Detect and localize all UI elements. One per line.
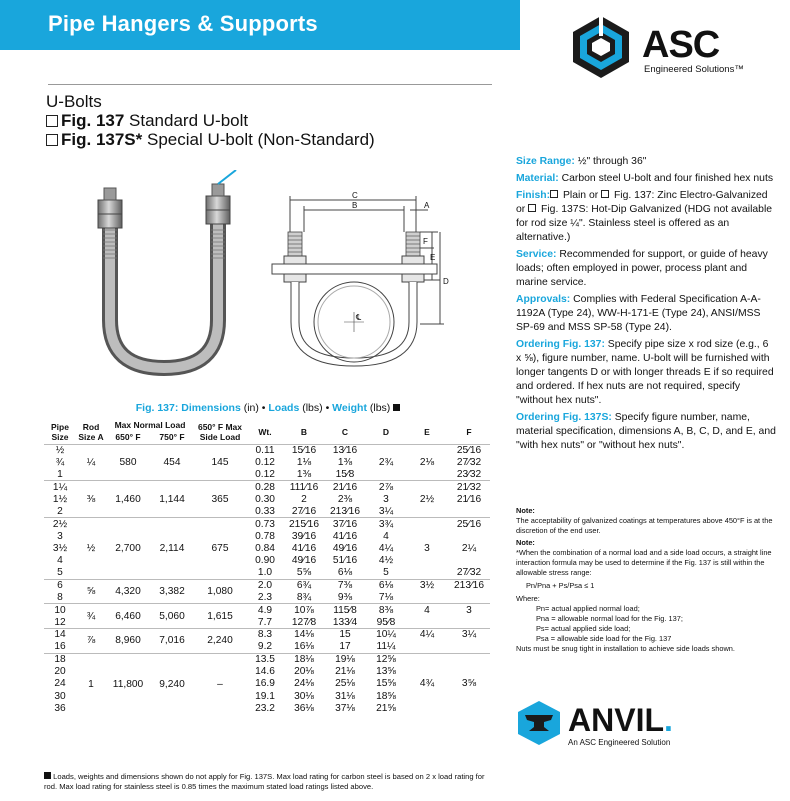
finish-plain-checkbox[interactable] [550, 190, 558, 198]
cell-c: 25⅛ [335, 678, 355, 690]
cell-c: 9⅜ [337, 591, 353, 603]
cell-pipe-size: ¾ [55, 456, 65, 468]
cell-f: 23⁄32 [456, 468, 482, 480]
cell-f: 27⁄32 [456, 567, 482, 579]
col-650f: 650° F [115, 431, 141, 442]
cell-b: 10⅞ [284, 604, 324, 616]
cell-pipe-size: 16 [54, 641, 66, 653]
cell-weight: 23.2 [255, 702, 275, 714]
cell-pipe-size: 1 [57, 468, 63, 480]
cell-pipe-size: 1¼ [44, 481, 76, 493]
anvil-wordmark: ANVIL. [568, 702, 673, 738]
cell-b: 1⅛ [296, 456, 312, 468]
cell-f [448, 702, 490, 714]
cell-e [406, 469, 448, 481]
cell-f: 213⁄16 [448, 579, 490, 591]
cell-load-750: 7,016 [150, 628, 194, 653]
cell-rod-size: ⅝ [76, 579, 106, 604]
interaction-formula: Pn/Pna + Ps/Psa ≤ 1 [526, 581, 595, 590]
cell-d [366, 444, 406, 456]
cell-b: 24⅛ [294, 678, 314, 690]
cell-c: 6⅛ [337, 567, 353, 579]
cell-weight: 13.5 [246, 653, 284, 665]
cell-d: 3¼ [378, 505, 394, 517]
header-banner [0, 0, 520, 50]
cell-e [406, 530, 448, 542]
cell-weight: 0.30 [255, 493, 275, 505]
cell-c: 133⁄4 [332, 616, 358, 628]
cell-side-load: 1,080 [194, 579, 246, 604]
dim-d-label: D [443, 277, 449, 286]
heading-fig137s: Fig. 137S* Special U-bolt (Non-Standard) [46, 130, 375, 150]
cell-f: 3¼ [448, 628, 490, 640]
cell-d: 5 [383, 567, 389, 579]
cell-weight: 0.33 [255, 505, 275, 517]
cell-d: 3¾ [366, 518, 406, 530]
cell-weight: 19.1 [255, 690, 275, 702]
col-d: D [382, 426, 390, 437]
dim-e-label: E [430, 253, 436, 262]
cell-pipe-size: 3 [57, 530, 63, 542]
cell-weight: 4.9 [246, 604, 284, 616]
where-label: Where: [516, 594, 540, 603]
cell-b: 6¾ [284, 579, 324, 591]
cell-e [406, 505, 448, 517]
cell-d: 2⅞ [366, 481, 406, 493]
cell-load-650: 6,460 [106, 604, 150, 629]
asc-wordmark: ASC [642, 24, 720, 66]
col-rod-size: Rod Size A [78, 421, 104, 442]
cell-f [448, 690, 490, 702]
cell-pipe-size: 20 [54, 665, 66, 677]
cell-c: 7⅜ [324, 579, 366, 591]
note1-heading: Note: [516, 506, 535, 515]
cell-f: 25⁄16 [448, 518, 490, 530]
cell-e: 2⅛ [419, 456, 435, 468]
cell-f [448, 641, 490, 653]
cell-f: 21⁄32 [448, 481, 490, 493]
cell-weight: 0.78 [255, 530, 275, 542]
cell-d [366, 469, 406, 481]
cell-b: 49⁄16 [291, 555, 317, 567]
cell-b: 1⅜ [296, 468, 312, 480]
cell-c: 21⅛ [335, 665, 355, 677]
cell-c: 37⁄16 [324, 518, 366, 530]
cell-f: 27⁄32 [456, 456, 482, 468]
table-row [44, 518, 490, 530]
cell-rod-size: ½ [76, 518, 106, 579]
cell-b: 14⅛ [284, 628, 324, 640]
cell-d: 18⅝ [376, 690, 396, 702]
cell-rod-size: ⅞ [76, 628, 106, 653]
cell-pipe-size: 1½ [52, 493, 68, 505]
col-weight: Wt. [258, 426, 272, 437]
definition-item: Pna = allowable normal load for the Fig. 137; [536, 614, 683, 623]
cell-pipe-size: 12 [54, 616, 66, 628]
u-bolt-dimension-drawing [268, 184, 468, 384]
cell-weight: 0.84 [255, 543, 275, 555]
table-row [44, 653, 490, 665]
cell-weight: 0.12 [255, 468, 275, 480]
cell-pipe-size: 8 [57, 591, 63, 603]
cell-f: 21⁄16 [456, 493, 482, 505]
dim-c-label: C [352, 191, 358, 200]
cell-weight: 7.7 [257, 616, 273, 628]
table-row [44, 481, 490, 493]
cell-weight: 0.28 [246, 481, 284, 493]
ordering-fig137: Ordering Fig. 137: Specify pipe size x rod size (e.g., 6 x ⅝), figure number, name. U-bolt will be furnished with longer tangents D or with longer threads E if so required and ordered. If hex nuts are not required, specify "without hex nuts". [516, 339, 774, 406]
cell-b: 27⁄16 [291, 505, 317, 517]
cell-d: 8⅜ [366, 604, 406, 616]
cell-f [448, 592, 490, 604]
cell-b: 39⁄16 [291, 530, 317, 542]
cell-f [448, 505, 490, 517]
cell-e [406, 555, 448, 567]
nuts-note: Nuts must be snug tight in installation to achieve side loads shown. [516, 644, 735, 653]
cell-c: 15⁄8 [335, 468, 355, 480]
cell-c: 31⅛ [335, 690, 355, 702]
col-c: C [341, 426, 349, 437]
cell-e: 3½ [406, 579, 448, 591]
definition-item: Ps= actual applied side load; [536, 624, 631, 633]
cell-c: 41⁄16 [332, 530, 358, 542]
approvals: Approvals: Complies with Federal Specification A-A-1192A (Type 24), WW-H-171-E (Type 24), ANSI/MSS SP-69 and MSS SP-58 (Type 24). [516, 294, 761, 333]
table-row [44, 604, 490, 616]
cell-rod-size: ¼ [76, 444, 106, 481]
cell-e [406, 518, 448, 530]
title-rule [48, 84, 492, 85]
material: Material: Carbon steel U-bolt and four finished hex nuts [516, 173, 774, 184]
cell-weight: 0.12 [255, 456, 275, 468]
table-footnote: Loads, weights and dimensions shown do not apply for Fig. 137S. Max load rating for carbon steel is based on 2 x load rating for rod. Max load rating for stainless steel is 0.85 times the maximum stated load ratings listed above. [44, 772, 485, 791]
cell-d: 4½ [378, 555, 394, 567]
cell-c: 15 [324, 628, 366, 640]
cell-d: 11¼ [376, 641, 396, 653]
cell-f: 3 [448, 604, 490, 616]
cell-b: 8¾ [296, 591, 312, 603]
cell-e [406, 690, 448, 702]
cell-d: 4 [383, 530, 389, 542]
cell-load-750: 454 [150, 444, 194, 481]
cell-load-750: 5,060 [150, 604, 194, 629]
cell-load-650: 8,960 [106, 628, 150, 653]
cell-f: 2¼ [461, 543, 477, 555]
cell-weight: 2.3 [257, 591, 273, 603]
table-row [44, 628, 490, 640]
cell-pipe-size: ½ [44, 444, 76, 456]
cell-e: 4¾ [419, 678, 435, 690]
dim-f-label: F [423, 237, 428, 246]
anvil-subtitle: An ASC Engineered Solution [568, 738, 671, 747]
col-side-load: 650° F Max Side Load [197, 421, 243, 442]
cell-e [406, 665, 448, 677]
u-bolt-photo [86, 170, 256, 380]
cell-f [448, 665, 490, 677]
cell-d: 10¼ [366, 628, 406, 640]
cell-side-load: 1,615 [194, 604, 246, 629]
cell-f [448, 555, 490, 567]
cell-f: 25⁄16 [448, 444, 490, 456]
cell-load-750: 1,144 [150, 481, 194, 518]
cell-c: 51⁄16 [332, 555, 358, 567]
cell-c: 37⅛ [335, 702, 355, 714]
cell-e: 2½ [419, 493, 435, 505]
cell-weight: 2.0 [246, 579, 284, 591]
cell-pipe-size: 36 [54, 702, 66, 714]
cell-pipe-size: 4 [57, 555, 63, 567]
cell-f: 3⅝ [461, 678, 477, 690]
cell-load-750: 2,114 [150, 518, 194, 579]
asc-hexagon-icon [568, 14, 634, 80]
banner-title: Pipe Hangers & Supports [48, 11, 318, 36]
table-row [44, 579, 490, 591]
cell-load-650: 1,460 [106, 481, 150, 518]
col-max-normal-load: Max Normal Load [114, 420, 186, 430]
cell-e [406, 481, 448, 493]
note2-heading: Note: [516, 538, 535, 547]
cell-e [406, 653, 448, 665]
cell-c: 13⁄16 [324, 444, 366, 456]
cell-d: 3 [383, 493, 389, 505]
dim-b-label: B [352, 201, 358, 210]
cell-weight: 0.90 [255, 555, 275, 567]
cell-b: 30⅛ [294, 690, 314, 702]
service: Service: Recommended for support, or guide of heavy loads; often employed in power, process plant and marine service. [516, 249, 768, 288]
cell-pipe-size: 2½ [44, 518, 76, 530]
cell-b: 15⁄16 [284, 444, 324, 456]
centerline-label: ℄ [356, 313, 362, 322]
cell-f [448, 616, 490, 628]
cell-load-650: 2,700 [106, 518, 150, 579]
size-range: Size Range: ½" through 36" [516, 156, 647, 167]
asc-subtitle: Engineered Solutions™ [644, 64, 744, 75]
cell-d: 6⅛ [366, 579, 406, 591]
note2-text: *When the combination of a normal load and a side load occurs, a straight line interaction formula may be used to determine if the Fig. 137 is still within the allowable stress range: [516, 548, 772, 577]
cell-c: 1⅜ [337, 456, 353, 468]
cell-weight: 8.3 [246, 628, 284, 640]
cell-side-load: 365 [194, 481, 246, 518]
cell-e [406, 567, 448, 579]
footnote-marker-icon [44, 772, 51, 779]
cell-weight: 14.6 [255, 665, 275, 677]
specifications-panel [516, 155, 776, 456]
cell-c: 19⅛ [324, 653, 366, 665]
cell-weight: 1.0 [257, 567, 273, 579]
cell-b: 111⁄16 [284, 481, 324, 493]
cell-load-650: 11,800 [106, 653, 150, 714]
cell-d: 95⁄8 [376, 616, 396, 628]
definition-item: Pn= actual applied normal load; [536, 604, 640, 613]
col-e: E [424, 426, 430, 437]
cell-f [448, 530, 490, 542]
cell-weight: 0.11 [246, 444, 284, 456]
cell-side-load: 145 [194, 444, 246, 481]
table-caption: Fig. 137: Dimensions (in) • Loads (lbs) • Weight (lbs) [48, 402, 488, 414]
heading-fig137: Fig. 137 Standard U-bolt [46, 111, 248, 131]
cell-d: 15⅝ [376, 678, 396, 690]
cell-e: 3 [424, 543, 430, 555]
cell-b: 2 [301, 493, 307, 505]
finish-zinc-checkbox[interactable] [601, 190, 609, 198]
cell-weight: 16.9 [255, 678, 275, 690]
cell-rod-size: ¾ [76, 604, 106, 629]
cell-weight: 9.2 [257, 641, 273, 653]
col-pipe-size: Pipe Size [51, 421, 69, 442]
cell-side-load: 2,240 [194, 628, 246, 653]
definition-list [516, 604, 778, 644]
notes-panel [516, 504, 778, 654]
ordering-fig137s: Ordering Fig. 137S: Specify figure number, name, material specification, dimensions A, B, C, D, and E, and "with hex nuts" or "without hex nuts". [516, 412, 776, 451]
note1-text: The acceptability of galvanized coatings at temperatures above 450°F is at the discretion of the end user. [516, 516, 773, 535]
cell-load-750: 9,240 [150, 653, 194, 714]
cell-d: 2¾ [378, 456, 394, 468]
cell-c: 17 [339, 641, 351, 653]
footnote-marker-icon [393, 404, 400, 411]
anvil-icon [516, 700, 562, 746]
cell-d: 21⅝ [376, 702, 396, 714]
cell-b: 20⅛ [294, 665, 314, 677]
cell-b: 5⅝ [296, 567, 312, 579]
fig137s-checkbox[interactable] [46, 134, 58, 146]
cell-pipe-size: 6 [44, 579, 76, 591]
cell-d: 4¼ [378, 543, 394, 555]
cell-load-650: 580 [106, 444, 150, 481]
cell-c: 49⁄16 [332, 543, 358, 555]
cell-b: 36⅛ [294, 702, 314, 714]
cell-f [448, 653, 490, 665]
fig137-checkbox[interactable] [46, 115, 58, 127]
cell-e [406, 616, 448, 628]
cell-pipe-size: 5 [57, 567, 63, 579]
cell-e [406, 444, 448, 456]
anvil-logo [516, 696, 716, 756]
definition-item: Psa = allowable side load for the Fig. 137 [536, 634, 672, 643]
cell-e: 4¼ [406, 628, 448, 640]
cell-pipe-size: 3½ [52, 543, 68, 555]
cell-c: 115⁄8 [324, 604, 366, 616]
col-750f: 750° F [159, 431, 185, 442]
cell-b: 18⅛ [284, 653, 324, 665]
cell-c: 213⁄16 [329, 505, 361, 517]
finish: Finish: Plain or Fig. 137: Zinc Electro-Galvanized or Fig. 137S: Hot-Dip Galvanized (HDG not available for rod size ¼". Stainless steel is offered as an alternative.) [516, 190, 773, 243]
asc-logo [568, 14, 768, 78]
col-f: F [466, 426, 472, 437]
table-body [44, 444, 490, 715]
cell-pipe-size: 2 [57, 505, 63, 517]
cell-pipe-size: 18 [44, 653, 76, 665]
cell-pipe-size: 30 [54, 690, 66, 702]
cell-b: 215⁄16 [284, 518, 324, 530]
cell-b: 16⅛ [294, 641, 314, 653]
cell-d: 7⅛ [378, 591, 394, 603]
cell-rod-size: ⅜ [76, 481, 106, 518]
heading-ubolts: U-Bolts [46, 92, 102, 111]
cell-d: 12⅝ [366, 653, 406, 665]
cell-side-load: – [194, 653, 246, 714]
cell-b: 127⁄8 [291, 616, 317, 628]
cell-load-750: 3,382 [150, 579, 194, 604]
cell-load-650: 4,320 [106, 579, 150, 604]
col-b: B [300, 426, 308, 437]
cell-pipe-size: 14 [44, 628, 76, 640]
cell-c: 2⅜ [337, 493, 353, 505]
dimensions-table [44, 420, 490, 715]
cell-c: 21⁄16 [324, 481, 366, 493]
cell-pipe-size: 24 [54, 678, 66, 690]
cell-e [406, 702, 448, 714]
cell-rod-size: 1 [76, 653, 106, 714]
dim-a-label: A [424, 201, 430, 210]
cell-side-load: 675 [194, 518, 246, 579]
cell-e [406, 592, 448, 604]
finish-hdg-checkbox[interactable] [528, 204, 536, 212]
cell-weight: 0.73 [246, 518, 284, 530]
cell-e: 4 [406, 604, 448, 616]
table-row [44, 444, 490, 456]
cell-d: 13⅝ [376, 665, 396, 677]
cell-pipe-size: 10 [44, 604, 76, 616]
cell-b: 41⁄16 [291, 543, 317, 555]
cell-e [406, 641, 448, 653]
